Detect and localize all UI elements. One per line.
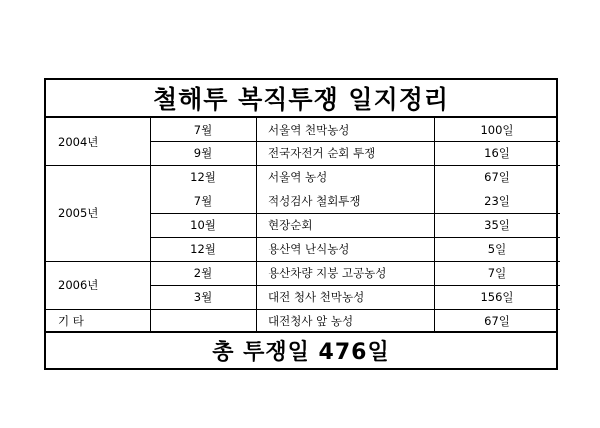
days-cell: 16일	[484, 146, 510, 160]
days-cell: 5일	[487, 242, 507, 256]
event-cell: 서울역 농성	[268, 170, 328, 184]
table-body	[46, 118, 556, 333]
month-cell: 7월	[193, 194, 213, 208]
days-cell: 67일	[484, 314, 510, 328]
days-cell: 67일	[484, 170, 510, 184]
month-cell: 12월	[190, 170, 216, 184]
month-cell	[150, 309, 256, 333]
month-cell: 3월	[193, 290, 213, 304]
event-cell: 용산역 난식농성	[268, 242, 350, 256]
event-cell: 적성검사 철회투쟁	[268, 194, 361, 208]
days-cell: 23일	[484, 194, 510, 208]
days-cell: 100일	[480, 122, 514, 137]
year-label-2006: 2006년	[58, 278, 99, 292]
days-cell: 7일	[487, 266, 507, 280]
year-label-2005: 2005년	[58, 206, 99, 220]
event-cell: 대전 청사 천막농성	[268, 290, 365, 304]
days-cell: 35일	[484, 218, 510, 232]
table-title: 철해투 복직투쟁 일지정리	[46, 80, 556, 118]
event-cell: 현장순회	[268, 218, 313, 232]
month-cell: 7월	[193, 122, 213, 137]
summary-table	[44, 78, 558, 370]
total-days: 총 투쟁일 476일	[46, 331, 556, 368]
days-cell: 156일	[480, 290, 514, 304]
month-cell: 2월	[193, 266, 213, 280]
year-label-2004: 2004년	[58, 134, 99, 149]
month-cell: 12월	[190, 242, 216, 256]
event-cell: 전국자전거 순회 투쟁	[268, 146, 376, 160]
other-label: 기 타	[58, 314, 84, 328]
event-cell: 대전청사 앞 농성	[268, 314, 354, 328]
event-cell: 서울역 천막농성	[268, 122, 350, 137]
event-cell: 용산차량 지붕 고공농성	[268, 266, 387, 280]
month-cell: 9월	[193, 146, 213, 160]
month-cell: 10월	[190, 218, 216, 232]
